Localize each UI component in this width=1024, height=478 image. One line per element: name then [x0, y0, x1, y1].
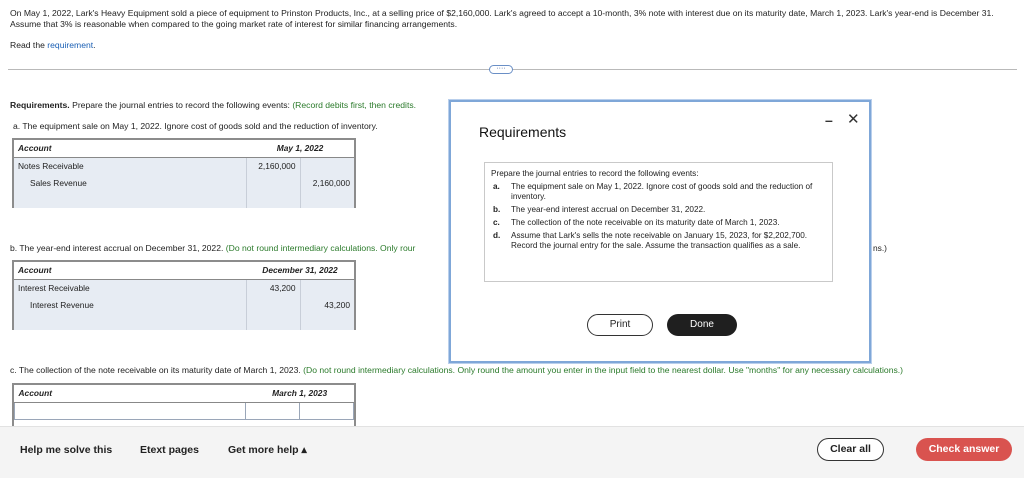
part-c-header-date: March 1, 2023: [246, 385, 354, 402]
part-a-row2-credit[interactable]: 2,160,000: [300, 174, 354, 191]
part-a-header-date: May 1, 2022: [246, 140, 354, 157]
item-key: d.: [493, 231, 501, 240]
requirements-text: Prepare the journal entries to record the following events:: [69, 100, 293, 110]
list-item: [491, 205, 826, 215]
table-row: [15, 402, 354, 419]
close-icon[interactable]: ✕: [847, 111, 860, 128]
part-c-row1-credit[interactable]: [300, 402, 354, 419]
part-a-row2-account[interactable]: Sales Revenue: [14, 174, 246, 191]
clear-all-button[interactable]: Clear all: [817, 438, 884, 461]
expand-more-button[interactable]: ····: [489, 65, 513, 74]
item-key: b.: [493, 205, 501, 214]
part-b-row2-debit[interactable]: [246, 296, 300, 313]
read-suffix: .: [93, 40, 96, 50]
get-more-help-button[interactable]: Get more help ▴: [228, 444, 307, 456]
table-row: [14, 313, 354, 330]
part-a-label: a. The equipment sale on May 1, 2022. Ignore cost of goods sold and the reduction of inventory.: [13, 121, 378, 131]
part-c-label: [10, 365, 903, 375]
part-b-header-date: December 31, 2022: [246, 262, 354, 279]
table-row: [14, 174, 354, 191]
part-b-row3-debit[interactable]: [246, 313, 300, 330]
requirements-instruction: [10, 100, 416, 110]
part-a-row2-debit[interactable]: [246, 174, 300, 191]
part-a-row1-credit[interactable]: [300, 157, 354, 174]
part-b-journal-table: [14, 262, 354, 330]
table-row: [14, 157, 354, 174]
requirements-hint: (Record debits first, then credits.: [292, 100, 417, 110]
part-b-row1-debit[interactable]: 43,200: [246, 279, 300, 296]
part-c-hint: (Do not round intermediary calculations. Only round the amount you enter in the input field to the nearest dollar. Use "months" for any necessary calculations.): [303, 365, 904, 375]
table-row: [14, 279, 354, 296]
part-b-label-text: b. The year-end interest accrual on December 31, 2022.: [10, 243, 226, 253]
read-requirement-line: [10, 40, 96, 50]
requirement-link[interactable]: requirement: [47, 40, 94, 50]
list-item: [491, 182, 826, 202]
item-key: a.: [493, 182, 500, 191]
check-answer-button[interactable]: Check answer: [916, 438, 1012, 461]
part-a-header-account: Account: [14, 140, 246, 157]
part-c-row1-account[interactable]: [15, 402, 246, 419]
part-a-row1-debit[interactable]: 2,160,000: [246, 157, 300, 174]
part-b-row1-account[interactable]: Interest Receivable: [14, 279, 246, 296]
table-row: [14, 296, 354, 313]
problem-statement: On May 1, 2022, Lark's Heavy Equipment sold a piece of equipment to Prinston Products, Inc., at a selling price of $2,160,000. Lark's agreed to accept a 10-month, 3% note with interest due on its maturity date, March 1, 2023. Lark's year-end is December 31. Assume that 3% is reasonable when compared to the going market rate of interest for similar financing arrangements.: [10, 8, 994, 29]
part-c-header-account: Account: [15, 385, 246, 402]
part-a-row3-account[interactable]: [14, 191, 246, 208]
print-button[interactable]: Print: [587, 314, 653, 336]
minimize-icon[interactable]: –: [825, 112, 833, 128]
part-b-row3-account[interactable]: [14, 313, 246, 330]
part-b-header-account: Account: [14, 262, 246, 279]
item-key: c.: [493, 218, 500, 227]
part-c-journal-table: [14, 385, 354, 420]
modal-lead: Prepare the journal entries to record the following events:: [491, 169, 699, 178]
modal-title: Requirements: [479, 124, 567, 140]
item-text: Assume that Lark's sells the note receivable on January 15, 2023, for $2,202,700. Record the journal entry for the sale. Assume the transaction qualifies as a sale.: [511, 231, 808, 250]
part-b-row1-credit[interactable]: [300, 279, 354, 296]
part-b-hint-tail: ns.): [873, 243, 887, 253]
part-a-row1-account[interactable]: Notes Receivable: [14, 157, 246, 174]
table-row: [14, 191, 354, 208]
part-c-label-text: c. The collection of the note receivable on its maturity date of March 1, 2023.: [10, 365, 304, 375]
item-text: The year-end interest accrual on December 31, 2022.: [511, 205, 706, 214]
help-me-solve-button[interactable]: Help me solve this: [20, 444, 113, 456]
requirements-bold: Requirements.: [10, 100, 70, 110]
etext-pages-button[interactable]: Etext pages: [140, 444, 199, 456]
item-text: The collection of the note receivable on its maturity date of March 1, 2023.: [511, 218, 780, 227]
part-b-row3-credit[interactable]: [300, 313, 354, 330]
part-b-row2-credit[interactable]: 43,200: [300, 296, 354, 313]
part-c-row1-debit[interactable]: [246, 402, 300, 419]
part-a-journal-table: [14, 140, 354, 208]
list-item: [491, 231, 826, 251]
item-text: The equipment sale on May 1, 2022. Ignore cost of goods sold and the reduction of inventory.: [511, 182, 813, 201]
part-a-row3-credit[interactable]: [300, 191, 354, 208]
part-a-row3-debit[interactable]: [246, 191, 300, 208]
part-b-hint: (Do not round intermediary calculations. Only rour: [225, 243, 416, 253]
list-item: [491, 218, 826, 228]
read-prefix: Read the: [10, 40, 48, 50]
requirements-modal: [449, 100, 871, 363]
part-b-row2-account[interactable]: Interest Revenue: [14, 296, 246, 313]
part-b-label: [10, 243, 415, 253]
modal-requirements-list: [484, 162, 833, 282]
done-button[interactable]: Done: [667, 314, 737, 336]
